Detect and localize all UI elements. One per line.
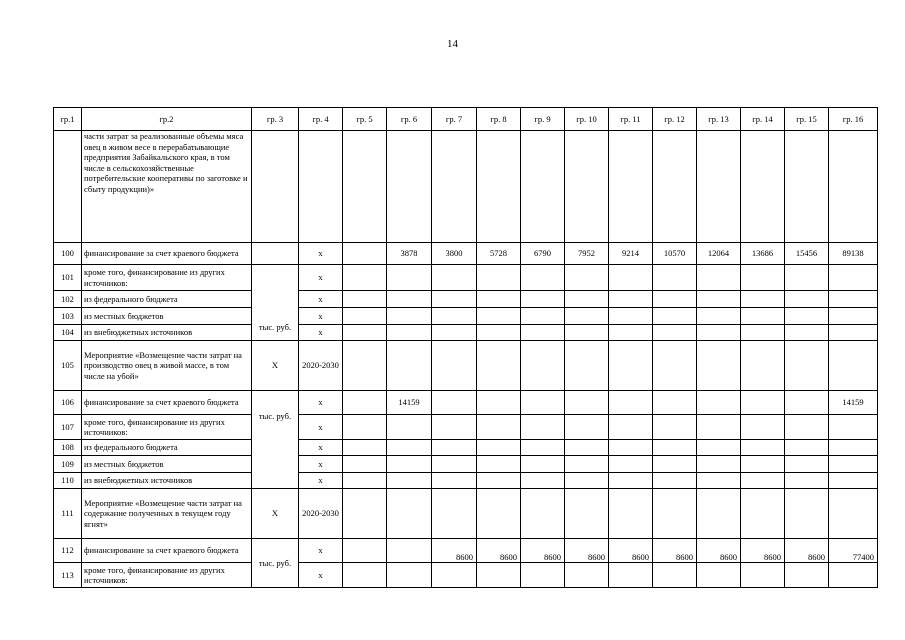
table-row xyxy=(54,489,878,539)
value-cell: 6790 xyxy=(521,243,565,265)
value-cell: 8600 xyxy=(609,539,653,563)
value-cell: 5728 xyxy=(477,243,521,265)
period-cell: х xyxy=(299,456,343,473)
table-row xyxy=(54,325,878,341)
table-row xyxy=(54,456,878,473)
header-cell: гр. 6 xyxy=(387,108,432,131)
period-cell: х xyxy=(299,243,343,265)
row-number: 109 xyxy=(54,456,82,473)
header-row xyxy=(54,108,878,131)
value-cell: 3878 xyxy=(387,243,432,265)
value-cell: 8600 xyxy=(697,539,741,563)
period-cell: х xyxy=(299,473,343,489)
value-cell: 8600 xyxy=(741,539,785,563)
table-row xyxy=(54,243,878,265)
value-cell: 8600 xyxy=(785,539,829,563)
period-cell: х xyxy=(299,308,343,325)
period-cell: 2020-2030 xyxy=(299,341,343,391)
row-number: 103 xyxy=(54,308,82,325)
header-cell: гр. 14 xyxy=(741,108,785,131)
table-row xyxy=(54,391,878,415)
row-number: 111 xyxy=(54,489,82,539)
header-cell: гр. 5 xyxy=(343,108,387,131)
period-cell: х xyxy=(299,391,343,415)
header-cell: гр. 11 xyxy=(609,108,653,131)
table-row xyxy=(54,563,878,588)
value-cell: 8600 xyxy=(477,539,521,563)
row-number: 113 xyxy=(54,563,82,588)
header-cell: гр. 7 xyxy=(432,108,477,131)
row-number: 108 xyxy=(54,440,82,456)
table-row xyxy=(54,265,878,291)
row-number: 102 xyxy=(54,291,82,308)
table-row xyxy=(54,291,878,308)
header-cell: гр. 8 xyxy=(477,108,521,131)
period-cell: х xyxy=(299,415,343,440)
row-label: финансирование за счет краевого бюджета xyxy=(82,391,252,415)
table-row xyxy=(54,473,878,489)
budget-table xyxy=(53,107,878,588)
row-number: 110 xyxy=(54,473,82,489)
header-cell: гр.2 xyxy=(82,108,252,131)
row-label: из местных бюджетов xyxy=(82,456,252,473)
header-cell: гр. 3 xyxy=(252,108,299,131)
row-number: 105 xyxy=(54,341,82,391)
value-cell: 77400 xyxy=(829,539,878,563)
period-cell: х xyxy=(299,265,343,291)
value-cell: 3800 xyxy=(432,243,477,265)
table-row xyxy=(54,341,878,391)
unit-cell: Х xyxy=(252,489,299,539)
header-cell: гр. 10 xyxy=(565,108,609,131)
value-cell: 14159 xyxy=(829,391,878,415)
value-cell: 15456 xyxy=(785,243,829,265)
value-cell: 12064 xyxy=(697,243,741,265)
row-label: кроме того, финансирование из других источников: xyxy=(82,265,252,291)
row-label: финансирование за счет краевого бюджета xyxy=(82,539,252,563)
row-number: 104 xyxy=(54,325,82,341)
row-number: 100 xyxy=(54,243,82,265)
event-title: Мероприятие «Возмещение части затрат на производство овец в живой массе, в том числе на убой» xyxy=(82,341,252,391)
row-description: части затрат за реализованные объемы мяса овец в живом весе в перерабатывающие предприятия Забайкальского края, в том числе в сельскохозяйственные потребительские кооперативы по заготовке и сбыту продукции)» xyxy=(82,131,252,243)
table-row xyxy=(54,440,878,456)
period-cell: х xyxy=(299,291,343,308)
header-cell: гр. 4 xyxy=(299,108,343,131)
value-cell: 8600 xyxy=(521,539,565,563)
value-cell: 8600 xyxy=(432,539,477,563)
period-cell: х xyxy=(299,325,343,341)
row-number: 112 xyxy=(54,539,82,563)
row-label: из федерального бюджета xyxy=(82,291,252,308)
header-cell: гр. 13 xyxy=(697,108,741,131)
row-label: финансирование за счет краевого бюджета xyxy=(82,243,252,265)
row-number: 106 xyxy=(54,391,82,415)
row-label: кроме того, финансирование из других источников: xyxy=(82,563,252,588)
value-cell: 14159 xyxy=(387,391,432,415)
header-cell: гр. 16 xyxy=(829,108,878,131)
period-cell: х xyxy=(299,563,343,588)
row-label: из внебюджетных источников xyxy=(82,473,252,489)
table-row xyxy=(54,539,878,563)
unit-cell: тыс. руб. xyxy=(252,391,299,489)
row-label: из внебюджетных источников xyxy=(82,325,252,341)
header-cell: гр. 12 xyxy=(653,108,697,131)
value-cell: 10570 xyxy=(653,243,697,265)
value-cell: 8600 xyxy=(565,539,609,563)
value-cell: 8600 xyxy=(653,539,697,563)
value-cell: 7952 xyxy=(565,243,609,265)
header-cell: гр. 9 xyxy=(521,108,565,131)
row-number: 101 xyxy=(54,265,82,291)
value-cell: 89138 xyxy=(829,243,878,265)
period-cell: х xyxy=(299,440,343,456)
table-row xyxy=(54,415,878,440)
value-cell: 9214 xyxy=(609,243,653,265)
period-cell: 2020-2030 xyxy=(299,489,343,539)
table-row xyxy=(54,308,878,325)
row-label: кроме того, финансирование из других источников: xyxy=(82,415,252,440)
header-cell: гр. 15 xyxy=(785,108,829,131)
row-label: из федерального бюджета xyxy=(82,440,252,456)
table-row xyxy=(54,131,878,243)
unit-cell: тыс. руб. xyxy=(252,265,299,341)
period-cell: х xyxy=(299,539,343,563)
row-number: 107 xyxy=(54,415,82,440)
page-number: 14 xyxy=(447,38,458,50)
unit-cell: Х xyxy=(252,341,299,391)
header-cell: гр.1 xyxy=(54,108,82,131)
row-label: из местных бюджетов xyxy=(82,308,252,325)
unit-cell: тыс. руб. xyxy=(252,539,299,588)
value-cell: 13686 xyxy=(741,243,785,265)
event-title: Мероприятие «Возмещение части затрат на содержание полученных в текущем году ягнят» xyxy=(82,489,252,539)
